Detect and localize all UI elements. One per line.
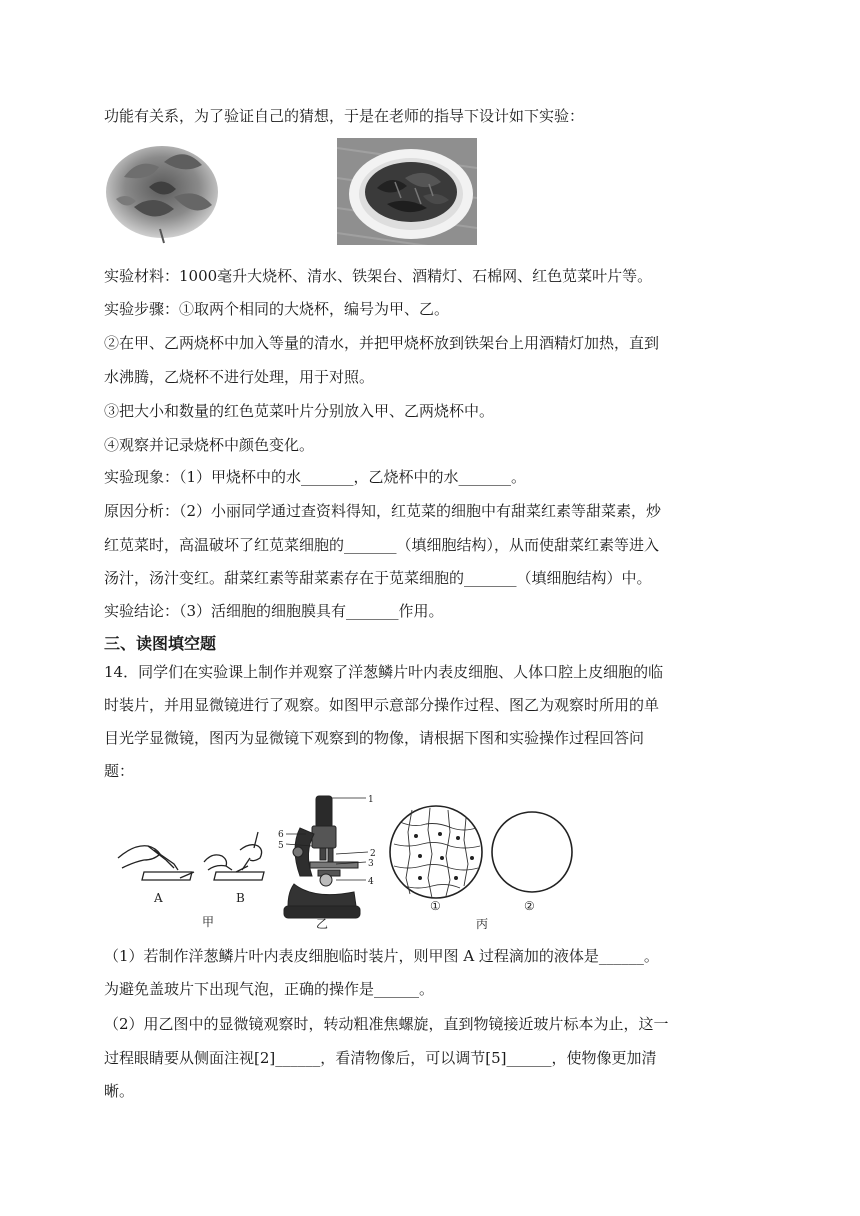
analysis-line-2: 红苋菜时，高温破坏了红苋菜细胞的_______（填细胞结构），从而使甜菜红素等进入	[104, 536, 660, 554]
q14-line-4: 题：	[104, 762, 135, 780]
step-line-1: 实验步骤：①取两个相同的大烧杯，编号为甲、乙。	[104, 300, 450, 318]
step-line-5: ④观察并记录烧杯中颜色变化。	[104, 436, 315, 454]
part-5: 5	[278, 841, 284, 851]
step-line-2: ②在甲、乙两烧杯中加入等量的清水，并把甲烧杯放到铁架台上用酒精灯加热，直到	[104, 334, 660, 352]
label-a: A	[154, 891, 163, 905]
analysis-line-1: 原因分析：（2）小丽同学通过查资料得知，红苋菜的细胞中有甜菜红素等甜菜素，炒	[104, 502, 662, 520]
cell-view-circle-2	[492, 812, 572, 892]
label-circle-2: ②	[524, 899, 535, 913]
sub1-line-1: （1）若制作洋葱鳞片叶内表皮细胞临时装片，则甲图 A 过程滴加的液体是______。	[104, 947, 659, 965]
cell-view-circle-1	[390, 806, 482, 898]
analysis-line-3: 汤汁，汤汁变红。甜菜红素等甜菜素存在于苋菜细胞的_______（填细胞结构）中。	[104, 569, 652, 587]
q14-line-2: 时装片，并用显微镜进行了观察。如图甲示意部分操作过程、图乙为观察时所用的单	[104, 696, 660, 714]
part-1: 1	[368, 795, 374, 805]
step-line-3: 水沸腾，乙烧杯不进行处理，用于对照。	[104, 368, 375, 386]
materials-line: 实验材料：1000毫升大烧杯、清水、铁架台、酒精灯、石棉网、红色苋菜叶片等。	[104, 267, 653, 285]
q14-line-1: 14．同学们在实验课上制作并观察了洋葱鳞片叶内表皮细胞、人体口腔上皮细胞的临	[104, 663, 664, 681]
phenomenon-line: 实验现象：（1）甲烧杯中的水_______，乙烧杯中的水_______。	[104, 468, 527, 486]
label-circle-1: ①	[430, 899, 441, 913]
part-4: 4	[368, 877, 374, 887]
section-title: 三、读图填空题	[104, 634, 217, 653]
sub2-line-2: 过程眼睛要从侧面注视[2]______，看清物像后，可以调节[5]______，使物像更加清	[104, 1049, 657, 1067]
sub2-line-1: （2）用乙图中的显微镜观察时，转动粗准焦螺旋，直到物镜接近玻片标本为止，这一	[104, 1015, 669, 1033]
sub1-line-2: 为避免盖玻片下出现气泡，正确的操作是______。	[104, 980, 435, 998]
label-b: B	[236, 891, 245, 905]
label-jia: 甲	[202, 915, 215, 929]
part-6: 6	[278, 830, 284, 840]
conclusion-line: 实验结论：（3）活细胞的细胞膜具有_______作用。	[104, 602, 444, 620]
label-bing: 丙	[476, 917, 489, 930]
label-yi: 乙	[316, 917, 329, 930]
procedure-b-illustration	[204, 832, 264, 880]
microscope-illustration	[284, 796, 360, 918]
red-amaranth-plant-photo	[104, 137, 224, 244]
stir-fried-amaranth-dish-photo	[337, 138, 477, 245]
experiment-figure	[104, 788, 574, 930]
q14-line-3: 目光学显微镜，图丙为显微镜下观察到的物像，请根据下图和实验操作过程回答问	[104, 729, 645, 747]
intro-line: 功能有关系，为了验证自己的猜想，于是在老师的指导下设计如下实验：	[104, 107, 585, 125]
step-line-4: ③把大小和数量的红色苋菜叶片分别放入甲、乙两烧杯中。	[104, 402, 495, 420]
part-3: 3	[368, 859, 374, 869]
part-2: 2	[370, 849, 376, 859]
sub2-line-3: 晰。	[104, 1082, 135, 1100]
procedure-a-illustration	[118, 846, 194, 880]
